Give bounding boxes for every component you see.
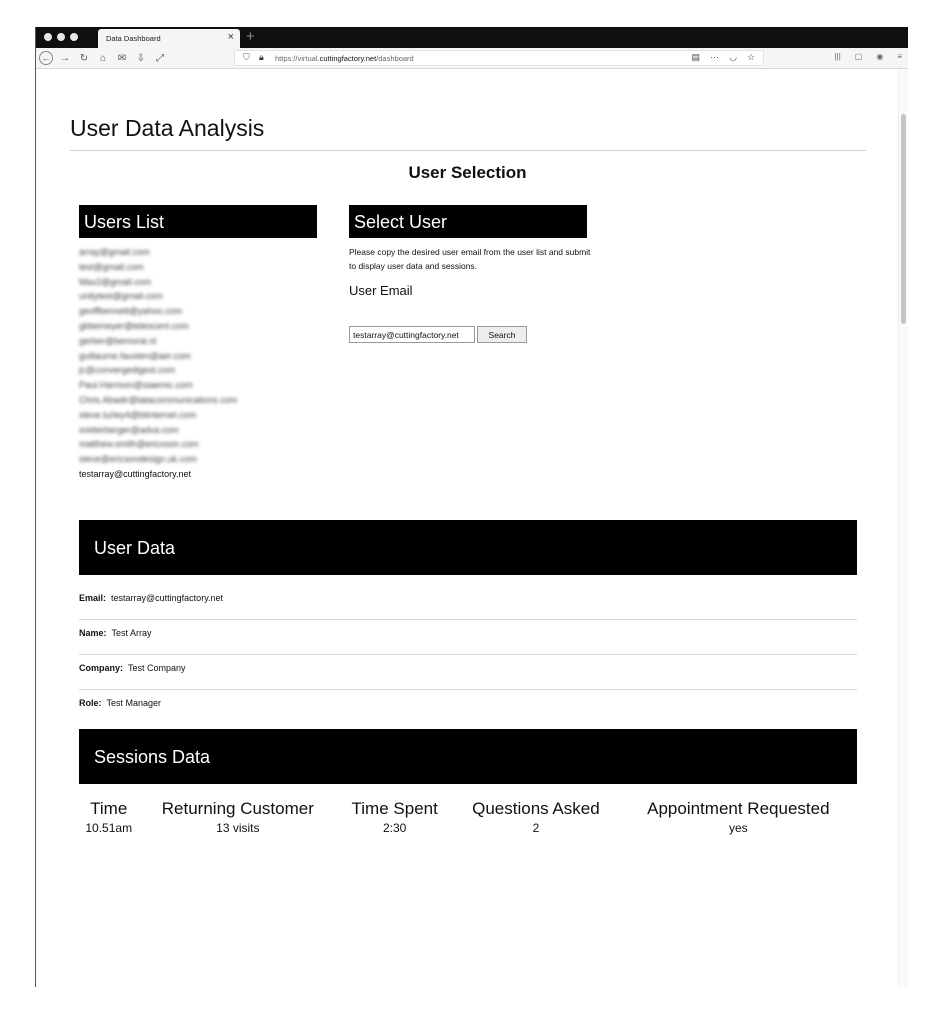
column-header: Returning Customer bbox=[161, 799, 314, 818]
table-cell: 2:30 bbox=[383, 821, 407, 835]
table-cell: 2 bbox=[532, 821, 540, 835]
list-item[interactable]: Paul.Harrison@siaemic.com bbox=[79, 380, 193, 391]
role-label: Role: bbox=[79, 698, 102, 708]
select-user-heading: Select User bbox=[349, 205, 587, 238]
list-item[interactable]: guillaume.fausten@aer.com bbox=[79, 350, 191, 361]
column-header: Time bbox=[90, 799, 128, 818]
download-icon[interactable]: ⇩ bbox=[136, 52, 146, 64]
tab-close-icon[interactable]: × bbox=[227, 31, 234, 43]
more-actions-icon[interactable]: ··· bbox=[710, 52, 720, 62]
section-title: User Selection bbox=[408, 163, 527, 182]
account-icon[interactable]: ◉ bbox=[876, 52, 884, 61]
fullscreen-icon[interactable]: ⤢ bbox=[156, 52, 164, 64]
email-row bbox=[79, 585, 857, 620]
reload-icon[interactable]: ↻ bbox=[79, 52, 89, 64]
company-label: Company: bbox=[79, 663, 124, 673]
email-value: testarray@cuttingfactory.net bbox=[111, 593, 224, 603]
close-window-button[interactable] bbox=[44, 33, 52, 41]
list-item[interactable]: array@gmail.com bbox=[79, 247, 150, 257]
mail-icon[interactable]: ✉ bbox=[117, 52, 127, 64]
home-icon[interactable]: ⌂ bbox=[99, 52, 107, 64]
browser-window bbox=[35, 27, 908, 987]
email-label: Email: bbox=[79, 593, 107, 603]
users-list-heading: Users List bbox=[79, 205, 317, 238]
user-email-label: User Email bbox=[349, 283, 413, 298]
sessions-data-heading: Sessions Data bbox=[79, 729, 857, 784]
list-item[interactable]: gbbemeyer@telescent.com bbox=[79, 320, 189, 331]
sidebar-icon[interactable]: ▢ bbox=[854, 52, 863, 61]
select-user-description: Please copy the desired user email from the user list and submit to display user data and sessions. bbox=[349, 247, 591, 271]
column-header: Questions Asked bbox=[472, 799, 600, 818]
list-item[interactable]: matthew.smith@ericsson.com bbox=[79, 439, 199, 450]
window-controls bbox=[44, 33, 78, 41]
list-item[interactable]: Max2@gmail.com bbox=[79, 276, 152, 287]
page-scrollbar[interactable] bbox=[898, 69, 908, 987]
user-data-heading: User Data bbox=[79, 520, 857, 575]
url-bar[interactable] bbox=[234, 50, 764, 66]
navigation-bar bbox=[36, 48, 908, 69]
company-row bbox=[79, 655, 857, 690]
list-item[interactable]: geoffbennett@yahoo.com bbox=[79, 306, 183, 317]
table-cell: yes bbox=[728, 821, 748, 835]
page-title: User Data Analysis bbox=[70, 115, 265, 141]
user-email-input[interactable] bbox=[349, 326, 475, 343]
scrollbar-thumb[interactable] bbox=[901, 114, 906, 324]
table-cell: 13 visits bbox=[216, 821, 260, 835]
pocket-icon[interactable]: ◡ bbox=[729, 52, 737, 62]
column-header: Time Spent bbox=[351, 799, 438, 818]
list-item[interactable]: steve.turley4@btinternet.com bbox=[79, 409, 197, 420]
tab-title: Data Dashboard bbox=[106, 34, 161, 43]
name-value: Test Array bbox=[111, 628, 152, 638]
table-cell: 10.51am bbox=[85, 821, 133, 835]
shield-icon[interactable]: ⛉ bbox=[243, 52, 250, 62]
title-divider bbox=[70, 150, 866, 151]
forward-icon[interactable]: → bbox=[60, 52, 70, 64]
role-value: Test Manager bbox=[106, 698, 162, 708]
sessions-table bbox=[79, 799, 857, 835]
list-item[interactable]: gerber@bemoral.nl bbox=[79, 335, 157, 346]
table-header-row bbox=[79, 799, 857, 819]
browser-tab[interactable] bbox=[98, 29, 240, 48]
new-tab-icon[interactable]: + bbox=[246, 28, 255, 45]
url-text[interactable]: https://virtual.cuttingfactory.net/dashboard bbox=[275, 54, 414, 63]
lock-icon[interactable]: 🔒︎ bbox=[259, 52, 264, 62]
list-item-highlighted[interactable]: testarray@cuttingfactory.net bbox=[79, 468, 192, 479]
list-item[interactable]: unitytest@gmail.com bbox=[79, 291, 163, 302]
name-label: Name: bbox=[79, 628, 107, 638]
minimize-window-button[interactable] bbox=[57, 33, 65, 41]
library-icon[interactable]: ||| bbox=[834, 52, 841, 61]
table-row bbox=[79, 819, 857, 835]
role-row bbox=[79, 690, 857, 725]
name-row bbox=[79, 620, 857, 655]
list-item[interactable]: jc@convergedigest.com bbox=[79, 365, 176, 376]
column-header: Appointment Requested bbox=[647, 799, 830, 818]
list-item[interactable]: Chris.Abadir@tatacommunications.com bbox=[79, 394, 238, 405]
maximize-window-button[interactable] bbox=[70, 33, 78, 41]
company-value: Test Company bbox=[128, 663, 186, 673]
list-item[interactable]: steve@ericsondesign.uk.com bbox=[79, 454, 197, 465]
search-button[interactable]: Search bbox=[477, 326, 527, 343]
bookmark-star-icon[interactable]: ☆ bbox=[746, 52, 755, 62]
list-item[interactable]: sretterberger@adva.com bbox=[79, 424, 179, 435]
menu-icon[interactable]: ≡ bbox=[897, 52, 902, 61]
reader-view-icon[interactable]: ▤ bbox=[691, 52, 701, 62]
users-list bbox=[79, 245, 237, 482]
title-bar bbox=[36, 27, 908, 48]
list-item[interactable]: test@gmail.com bbox=[79, 261, 144, 272]
back-icon[interactable]: ← bbox=[39, 51, 53, 65]
page-content bbox=[36, 69, 908, 987]
